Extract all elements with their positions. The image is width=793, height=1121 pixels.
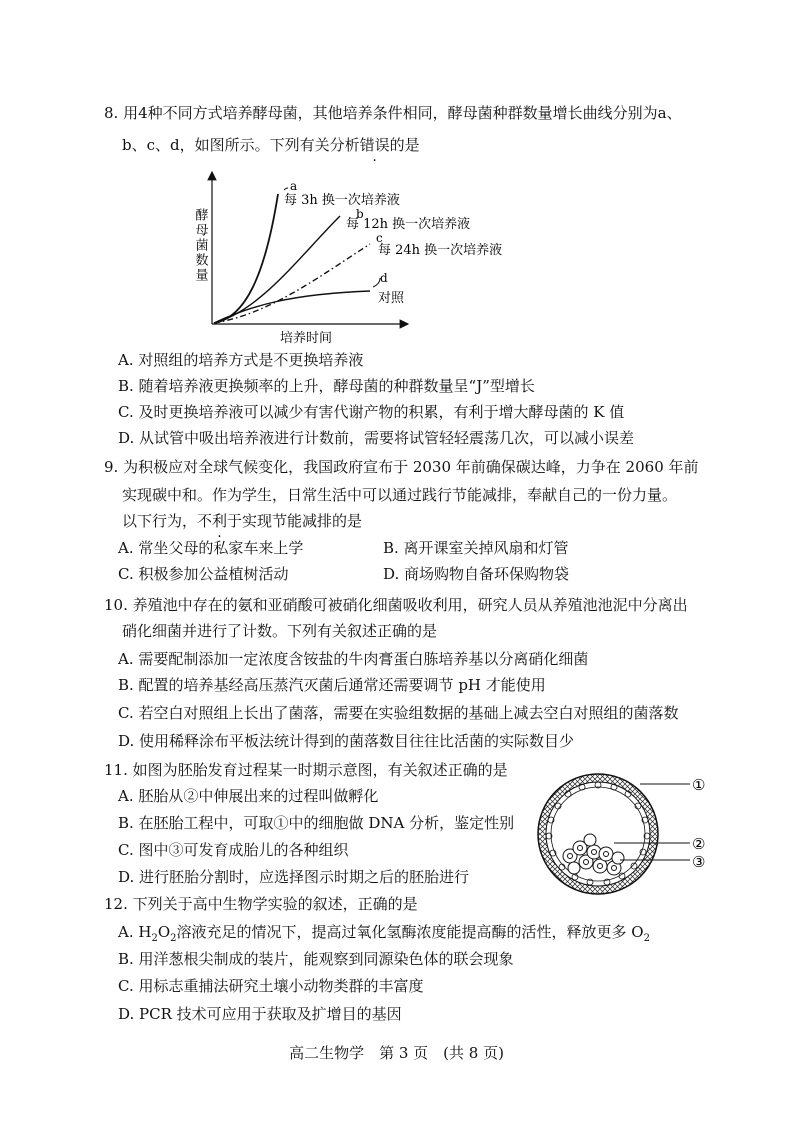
q9-stem-line2: 实现碳中和。作为学生，日常生活中可以通过践行节能减排，奉献自己的一份力量。 [122,486,678,504]
q8-stem-line2 [122,135,420,155]
q12-option-b: B. 用洋葱根尖制成的装片，能观察到同源染色体的联会现象 [118,950,514,968]
curve-a-label: 每 3h 换一次培养液 [284,193,400,208]
q11-stem: 11. 如图为胚胎发育过程某一时期示意图，有关叙述正确的是 [104,761,508,779]
curve-d-label: 对照 [378,291,405,306]
q10-option-b: B. 配置的培养基经高压蒸汽灭菌后通常还需要调节 pH 才能使用 [118,676,546,694]
curve-a-letter: a [290,179,298,193]
curve-c-label: 每 24h 换一次培养液 [378,243,503,258]
marker-1: ① [692,776,706,794]
q8-stem-tail: 的是 [389,136,420,154]
page-footer: 高二生物学 第 3 页 (共 8 页) [289,1044,504,1062]
q8-emphasis: 错误 [359,136,390,154]
q12-option-d: D. PCR 技术可应用于获取及扩增目的基因 [118,1005,402,1023]
x-axis-label: 培养时间 [280,331,333,346]
q9-option-a: A. 常坐父母的私家车来上学 [118,539,304,557]
q11-blastocyst-diagram [530,764,720,904]
q9-stem-tail: 实现节能减排的是 [242,512,363,530]
q9-stem-text: 以下行为， [122,512,198,530]
q9-emphasis: 不利于 [197,512,243,530]
marker-2: ② [692,835,706,853]
q10-option-c: C. 若空白对照组上长出了菌落，需要在实验组数据的基础上减去空白对照组的菌落数 [118,704,679,722]
curve-d-letter: d [380,271,388,285]
curve-c-letter: c [376,231,383,245]
q11-option-a: A. 胚胎从②中伸展出来的过程叫做孵化 [118,787,379,805]
y-axis-label: 酵母菌数量 [192,208,208,283]
q12-stem: 12. 下列关于高中生物学实验的叙述，正确的是 [104,895,418,913]
q8-option-c: C. 及时更换培养液可以减少有害代谢产物的积累，有利于增大酵母菌的 K 值 [118,403,625,421]
q9-stem-line3 [122,511,362,531]
curve-b-letter: b [356,207,364,221]
q9-stem-line1: 9. 为积极应对全球气候变化，我国政府宣布于 2030 年前确保碳达峰，力争在 2060 年前 [104,458,699,476]
curve-b [214,216,340,323]
q9-option-b: B. 离开课室关掉风扇和灯管 [383,539,569,557]
q8-stem-text: b、c、d，如图所示。下列有关分析 [122,136,360,154]
q10-option-d: D. 使用稀释涂布平板法统计得到的菌落数目往往比活菌的实际数目少 [118,732,575,750]
q8-stem-line1: 8. 用4种不同方式培养酵母菌，其他培养条件相同，酵母菌种群数量增长曲线分别为a、 [104,104,682,122]
q12-option-a: A. $H_2O_2$溶液充足的情况下，提高过氧化氢酶浓度能提高酶的活性，释放更多 $O_2$ [118,923,650,944]
q11-option-d: D. 进行胚胎分割时，应选择图示时期之后的胚胎进行 [118,868,470,886]
q8-option-a: A. 对照组的培养方式是不更换培养液 [118,351,364,369]
q10-stem-line2: 硝化细菌并进行了计数。下列有关叙述正确的是 [122,622,438,640]
marker-3: ③ [692,853,706,871]
q8-option-b: B. 随着培养液更换频率的上升，酵母菌的种群数量呈“J”型增长 [118,377,535,395]
q10-option-a: A. 需要配制添加一定浓度含铵盐的牛肉膏蛋白胨培养基以分离硝化细菌 [118,650,589,668]
q8-growth-chart [190,166,530,346]
q9-option-c: C. 积极参加公益植树活动 [118,565,289,583]
q11-option-c: C. 图中③可发育成胎儿的各种组织 [118,841,349,859]
curve-b-label: 每 12h 换一次培养液 [346,217,471,232]
q8-option-d: D. 从试管中吸出培养液进行计数前，需要将试管轻轻震荡几次，可以减小误差 [118,429,635,447]
q12-option-c: C. 用标志重捕法研究土壤小动物类群的丰富度 [118,977,424,995]
q10-stem-line1: 10. 养殖池中存在的氨和亚硝酸可被硝化细菌吸收利用，研究人员从养殖池池泥中分离出 [104,596,688,614]
q9-option-d: D. 商场购物自备环保购物袋 [383,565,570,583]
q11-option-b: B. 在胚胎工程中，可取①中的细胞做 DNA 分析，鉴定性别 [118,814,515,832]
